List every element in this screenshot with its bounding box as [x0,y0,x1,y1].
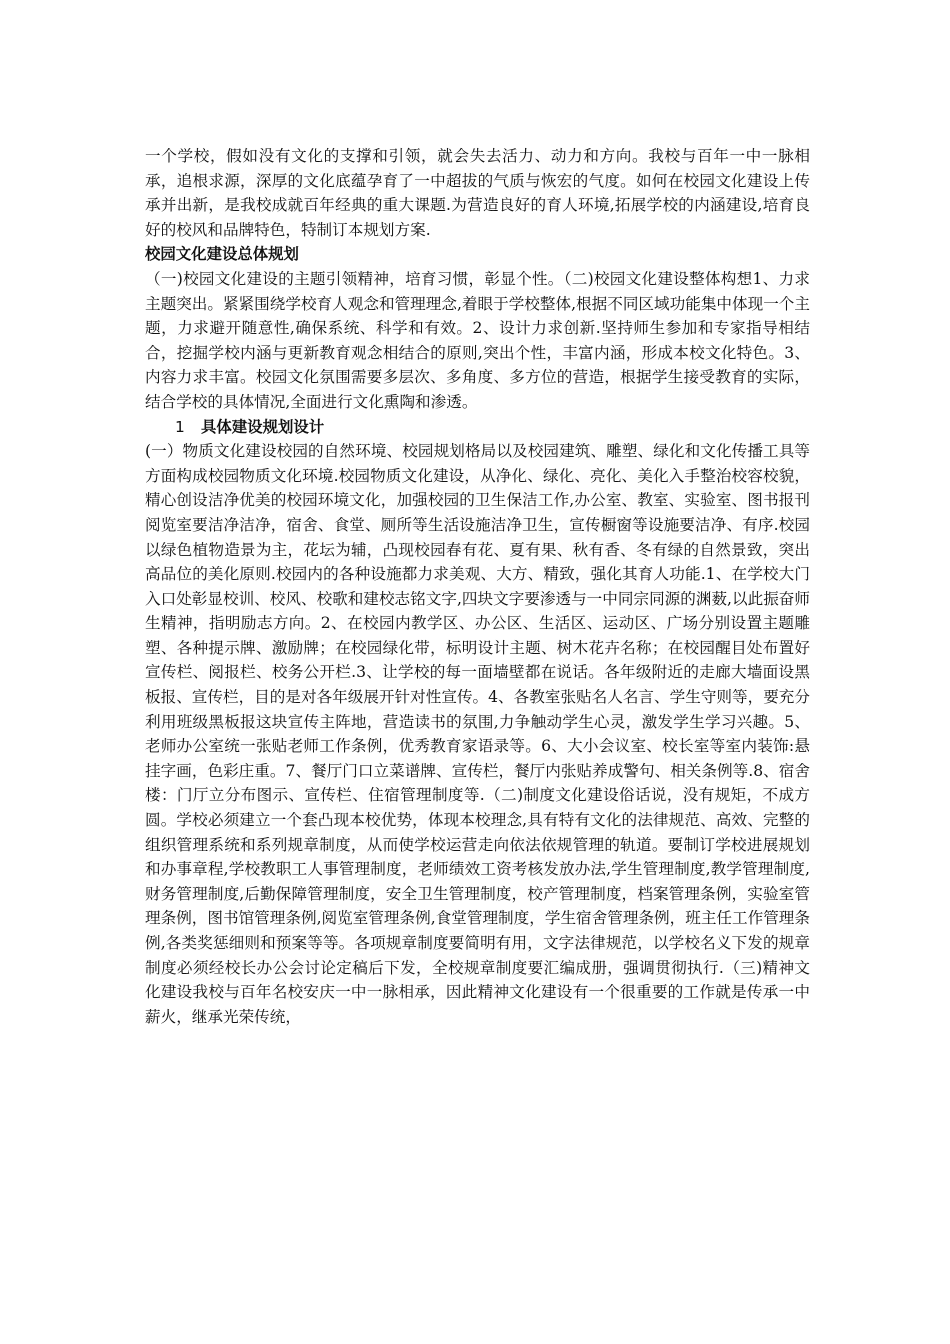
section-heading-overall-plan: 校园文化建设总体规划 [145,245,299,264]
overall-plan-paragraph: （一)校园文化建设的主题引领精神，培育习惯，彰显个性。（二)校园文化建设整体构想1、力求主题突出。紧紧围绕学校育人观念和管理理念,着眼于学校整体,根据不同区域功能集中体现一个主题，力求避开随意性,确保系统、科学和有效。2、设计力求创新.坚持师生参加和专家指导相结合，挖掘学校内涵与更新教育观念相结合的原则,突出个性，丰富内涵，形成本校文化特色。3、内容力求丰富。校园文化氛围需要多层次、多角度、多方位的营造，根据学生接受教育的实际，结合学校的具体情况,全面进行文化熏陶和渗透。 [145,269,810,411]
section-number: 1 [175,417,185,436]
document-page [145,144,810,1029]
section-heading-text: 具体建设规划设计 [201,417,325,436]
detailed-design-paragraph: (一）物质文化建设校园的自然环境、校园规划格局以及校园建筑、雕塑、绿化和文化传播工具等方面构成校园物质文化环境.校园物质文化建设，从净化、绿化、亮化、美化入手整治校容校貌，精心创设洁净优美的校园环境文化，加强校园的卫生保洁工作,办公室、教室、实验室、图书报刊阅览室要洁净洁净，宿舍、食堂、厕所等生活设施洁净卫生，宣传橱窗等设施要洁净、有序.校园以绿色植物造景为主，花坛为辅，凸现校园春有花、夏有果、秋有香、冬有绿的自然景致，突出高品位的美化原则.校园内的各种设施都力求美观、大方、精致，强化其育人功能.1、在学校大门入口处彰显校训、校风、校歌和建校志铭文字,四块文字要渗透与一中同宗同源的渊薮,以此振奋师生精神，指明励志方向。2、在校园内教学区、办公区、生活区、运动区、广场分别设置主题雕塑、各种提示牌、激励牌；在校园绿化带，标明设计主题、树木花卉名称；在校园醒目处布置好宣传栏、阅报栏、校务公开栏.3、让学校的每一面墙壁都在说话。各年级附近的走廊大墙面设黑板报、宣传栏，目的是对各年级展开针对性宣传。4、各教室张贴名人名言、学生守则等，要充分利用班级黑板报这块宣传主阵地，营造读书的氛围,力争触动学生心灵，激发学生学习兴趣。5、老师办公室统一张贴老师工作条例，优秀教育家语录等。6、大小会议室、校长室等室内装饰:悬挂字画，色彩庄重。7、餐厅门口立菜谱牌、宣传栏，餐厅内张贴养成警句、相关条例等.8、宿舍楼：门厅立分布图示、宣传栏、住宿管理制度等.（二)制度文化建设俗话说，没有规矩，不成方圆。学校必须建立一个套凸现本校优势，体现本校理念,具有特有文化的法律规范、高效、完整的组织管理系统和系列规章制度，从而使学校运营走向依法依规管理的轨道。要制订学校进展规划和办事章程,学校教职工人事管理制度，老师绩效工资考核发放办法,学生管理制度,教学管理制度,财务管理制度,后勤保障管理制度，安全卫生管理制度，校产管理制度，档案管理条例，实验室管理条例，图书馆管理条例,阅览室管理条例,食堂管理制度，学生宿舍管理条例，班主任工作管理条例,各类奖惩细则和预案等等。各项规章制度要简明有用，文字法律规范，以学校名义下发的规章制度必须经校长办公会讨论定稿后下发，全校规章制度要汇编成册，强调贯彻执行.（三)精神文化建设我校与百年名校安庆一中一脉相承，因此精神文化建设有一个很重要的工作就是传承一中薪火，继承光荣传统， [145,442,810,1026]
section-heading-detailed-design [145,415,810,440]
intro-paragraph: 一个学校，假如没有文化的支撑和引领，就会失去活力、动力和方向。我校与百年一中一脉相承，追根求源，深厚的文化底蕴孕育了一中超拔的气质与恢宏的气度。如何在校园文化建设上传承并出新，是我校成就百年经典的重大课题.为营造良好的育人环境,拓展学校的内涵建设,培育良好的校风和品牌特色，特制订本规划方案. [145,147,810,239]
